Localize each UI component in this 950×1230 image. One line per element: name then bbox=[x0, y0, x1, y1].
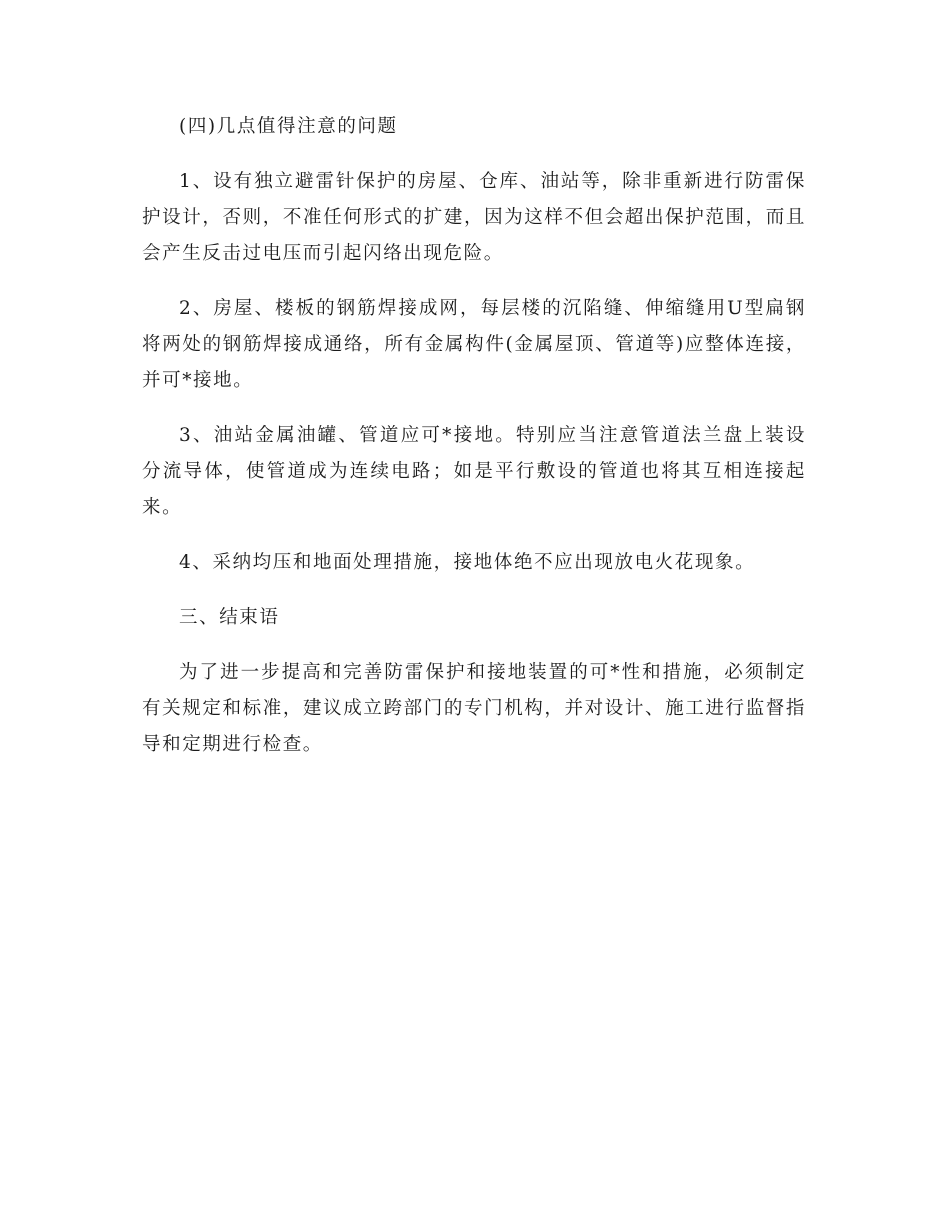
section-heading-notes: (四)几点值得注意的问题 bbox=[179, 116, 398, 137]
note-item-1: 1、设有独立避雷针保护的房屋、仓库、油站等，除非重新进行防雷保护设计，否则，不准任何形式的扩建，因为这样不但会超出保护范围，而且会产生反击过电压而引起闪络出现危险。 bbox=[142, 171, 806, 264]
note-item-4: 4、采纳均压和地面处理措施，接地体绝不应出现放电火花现象。 bbox=[179, 552, 756, 573]
section-heading-conclusion: 三、结束语 bbox=[179, 607, 280, 628]
conclusion-paragraph: 为了进一步提高和完善防雷保护和接地装置的可*性和措施，必须制定有关规定和标准，建议成立跨部门的专门机构，并对设计、施工进行监督指导和定期进行检查。 bbox=[142, 662, 806, 755]
note-item-2: 2、房屋、楼板的钢筋焊接成网，每层楼的沉陷缝、伸缩缝用U型扁钢将两处的钢筋焊接成通络，所有金属构件(金属屋顶、管道等)应整体连接，并可*接地。 bbox=[142, 298, 806, 391]
document-body bbox=[142, 109, 806, 782]
note-item-3: 3、油站金属油罐、管道应可*接地。特别应当注意管道法兰盘上装设分流导体，使管道成为连续电路；如是平行敷设的管道也将其互相连接起来。 bbox=[142, 425, 806, 518]
